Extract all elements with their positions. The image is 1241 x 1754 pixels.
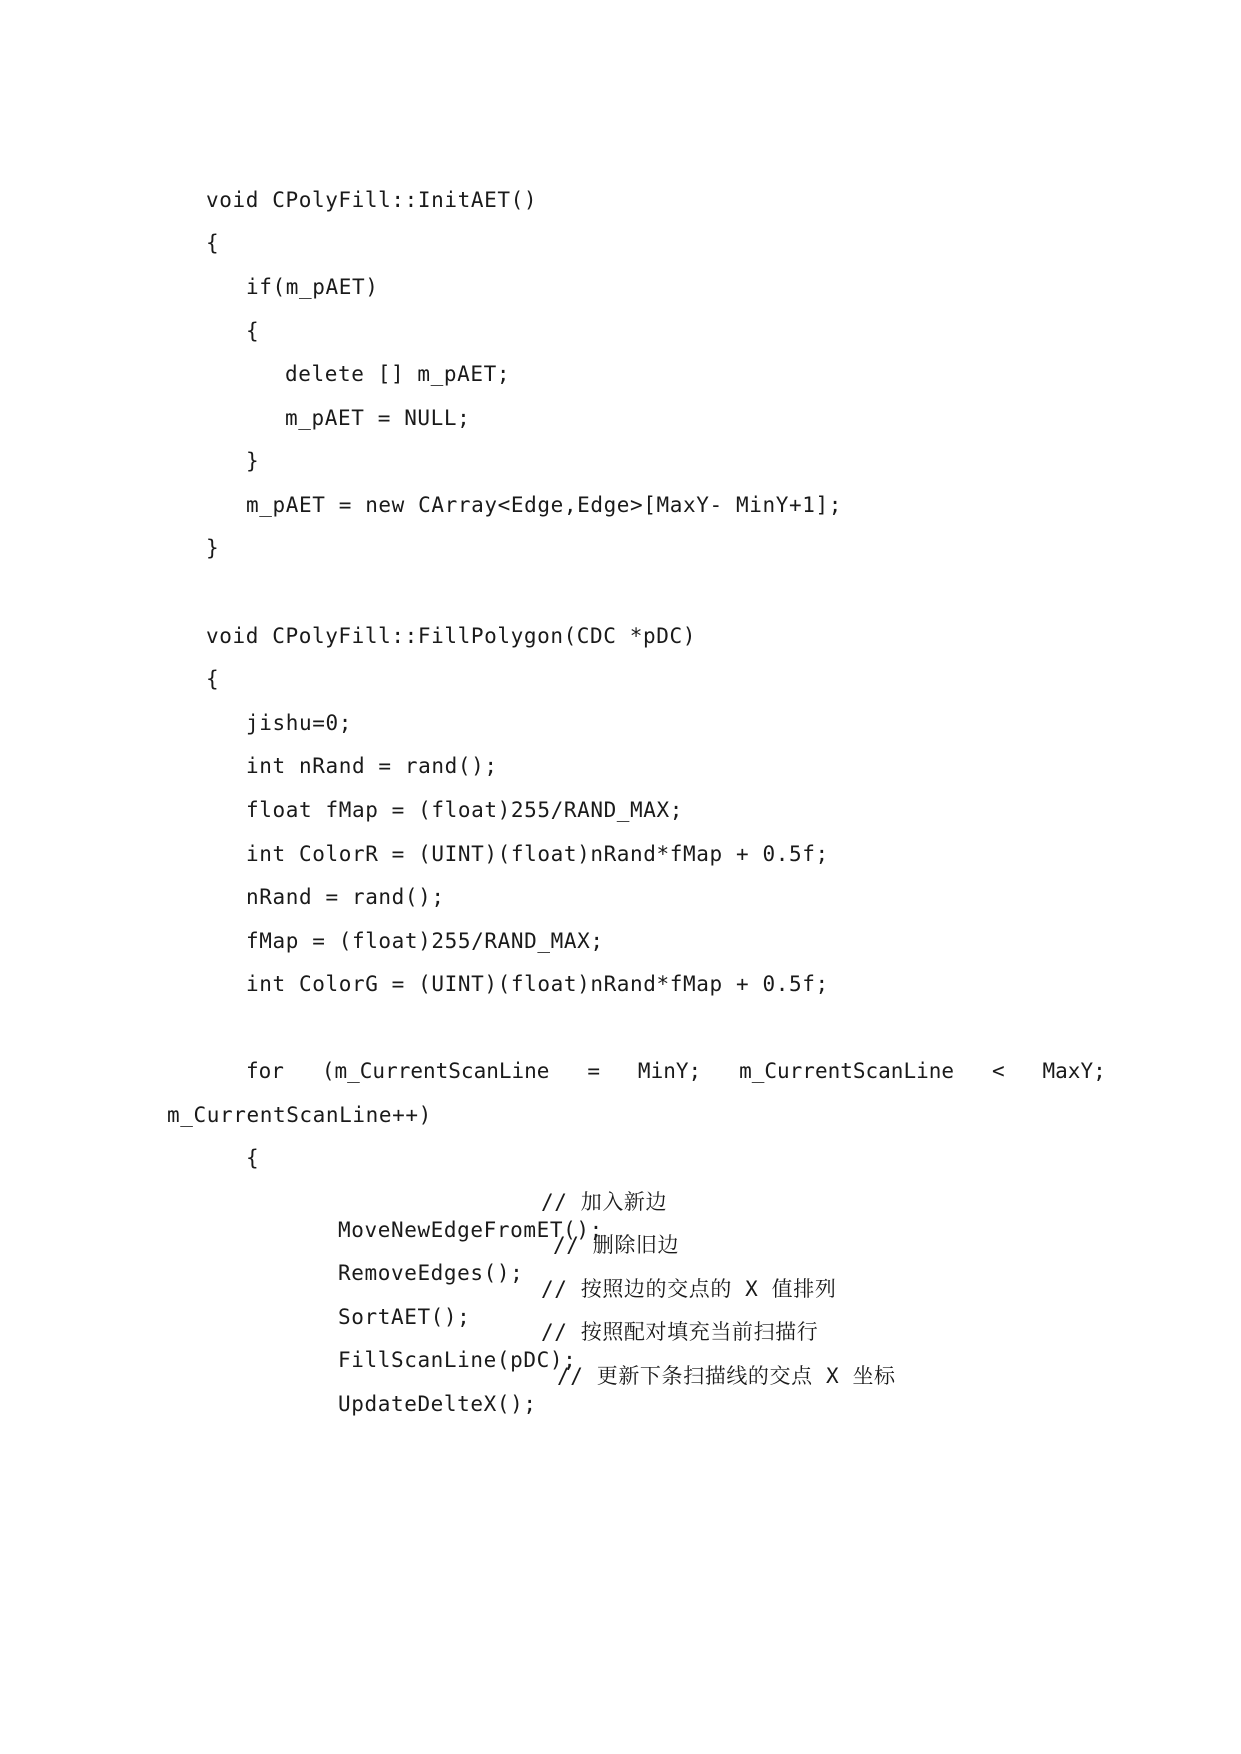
code-line: float fMap = (float)255/RAND_MAX; xyxy=(246,798,684,822)
code-line: m_CurrentScanLine++) xyxy=(167,1103,432,1127)
code-line: void CPolyFill::InitAET() xyxy=(206,188,538,212)
code-line: m_pAET = new CArray<Edge,Edge>[MaxY- MinY+1]; xyxy=(246,493,842,517)
code-comment: // 加入新边 xyxy=(541,1190,668,1214)
code-line: int ColorG = (UINT)(float)nRand*fMap + 0.5f; xyxy=(246,972,829,996)
code-line: } xyxy=(246,449,260,473)
code-line: { xyxy=(206,231,220,255)
code-comment: // 按照边的交点的 X 值排列 xyxy=(541,1277,837,1301)
code-line: { xyxy=(246,319,260,343)
code-line: m_pAET = NULL; xyxy=(285,406,471,430)
code-statement: UpdateDelteX(); xyxy=(337,1392,537,1416)
code-comment: // 更新下条扫描线的交点 X 坐标 xyxy=(557,1364,896,1388)
code-comment: // 按照配对填充当前扫描行 xyxy=(541,1320,819,1344)
code-line: fMap = (float)255/RAND_MAX; xyxy=(246,929,604,953)
code-line: nRand = rand(); xyxy=(246,885,445,909)
code-line xyxy=(285,1362,896,1474)
code-line: jishu=0; xyxy=(246,711,352,735)
code-line: void CPolyFill::FillPolygon(CDC *pDC) xyxy=(206,624,696,648)
code-statement: SortAET(); xyxy=(337,1305,471,1329)
code-line: { xyxy=(206,667,220,691)
code-line: int ColorR = (UINT)(float)nRand*fMap + 0.5f; xyxy=(246,842,829,866)
code-line: } xyxy=(206,536,220,560)
code-statement: MoveNewEdgeFromET(); xyxy=(337,1218,603,1242)
code-line: int nRand = rand(); xyxy=(246,754,498,778)
code-line: { xyxy=(246,1146,260,1170)
code-line: delete [] m_pAET; xyxy=(285,362,511,386)
code-statement: RemoveEdges(); xyxy=(337,1261,524,1285)
code-comment: // 删除旧边 xyxy=(553,1233,680,1257)
code-statement: FillScanLine(pDC); xyxy=(337,1348,577,1372)
code-line: for (m_CurrentScanLine = MinY; m_CurrentScanLine < MaxY; xyxy=(246,1059,1106,1083)
code-line: if(m_pAET) xyxy=(246,275,379,299)
